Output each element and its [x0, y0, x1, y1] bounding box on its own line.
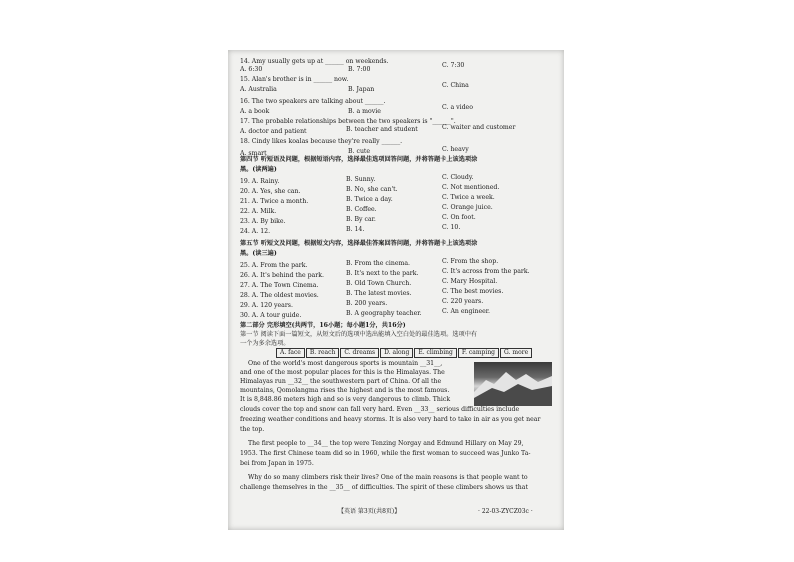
- page-footer-left: 【英语 第3页(共8页)】: [338, 508, 401, 515]
- question-21-a: 21. A. Twice a month.: [240, 198, 309, 205]
- question-25-c: C. From the shop.: [442, 258, 499, 265]
- word-option: A. face: [276, 348, 305, 358]
- option-17-c: C. waiter and customer: [442, 124, 516, 131]
- passage-line: The first people to __34__ the top were Tenzing Norgay and Edmund Hillary on May 29,: [248, 440, 524, 447]
- question-21-b: B. Twice a day.: [346, 196, 393, 203]
- word-option: F. camping: [458, 348, 499, 358]
- question-16: 16. The two speakers are talking about ______.: [240, 98, 386, 105]
- passage-line: the top.: [240, 426, 265, 433]
- question-15: 15. Alan's brother is in ______ now.: [240, 76, 349, 83]
- question-22-b: B. Coffee.: [346, 206, 377, 213]
- word-option: B. reach: [306, 348, 339, 358]
- mountain-photo: [474, 362, 552, 406]
- question-28-c: C. The best movies.: [442, 288, 504, 295]
- option-18-b: B. cute: [348, 148, 371, 155]
- question-26-b: B. It's next to the park.: [346, 270, 419, 277]
- option-14-b: B. 7:00: [348, 66, 371, 73]
- question-30-c: C. An engineer.: [442, 308, 491, 315]
- part-2-title: 第二部分 完形填空(共两节，16小题；每小题1分，共16分): [240, 322, 406, 329]
- question-29-c: C. 220 years.: [442, 298, 484, 305]
- question-27-b: B. Old Town Church.: [346, 280, 412, 287]
- question-30-a: 30. A. A tour guide.: [240, 312, 302, 319]
- option-15-c: C. China: [442, 82, 469, 89]
- section-4-title-cont: 黑。(读两遍): [240, 166, 277, 173]
- passage-line: Why do so many climbers risk their lives? One of the main reasons is that people want to: [248, 474, 528, 481]
- option-16-c: C. a video: [442, 104, 473, 111]
- option-15-a: A. Australia: [240, 86, 277, 93]
- passage-line: and one of the most popular places for this is the Himalayas. The: [240, 369, 445, 376]
- passage-line: It is 8,848.86 meters high and so is very dangerous to climb. Thick: [240, 396, 451, 403]
- word-options-box: [276, 348, 533, 358]
- question-29-b: B. 200 years.: [346, 300, 388, 307]
- option-17-b: B. teacher and student: [346, 126, 418, 133]
- section-5-title-cont: 黑。(读三遍): [240, 250, 277, 257]
- question-26-c: C. It's across from the park.: [442, 268, 530, 275]
- option-16-a: A. a book: [240, 108, 270, 115]
- question-24-b: B. 14.: [346, 226, 365, 233]
- question-22-a: 22. A. Milk.: [240, 208, 277, 215]
- option-14-a: A. 6:30: [240, 66, 263, 73]
- question-28-a: 28. A. The oldest movies.: [240, 292, 319, 299]
- question-24-c: C. 10.: [442, 224, 461, 231]
- question-25-b: B. From the cinema.: [346, 260, 411, 267]
- option-17-a: A. doctor and patient: [240, 128, 307, 135]
- question-29-a: 29. A. 120 years.: [240, 302, 293, 309]
- section-5-title: 第五节 听短文及问题，根据短文内容，选择最佳答案回答问题，并将答题卡上该选项涂: [240, 240, 478, 247]
- passage-line: mountains, Qomolangma rises the highest and is the most famous.: [240, 387, 450, 394]
- section-4-title: 第四节 听短语及问题，根据短语内容，选择最佳选项回答问题，并将答题卡上该选项涂: [240, 156, 478, 163]
- passage-line: challenge themselves in the __35__ of difficulties. The spirit of these climbers shows us that: [240, 484, 528, 491]
- exam-page: [228, 50, 564, 530]
- word-option: D. along: [380, 348, 413, 358]
- question-19-b: B. Sunny.: [346, 176, 376, 183]
- question-17: 17. The probable relationships between the two speakers is "______".: [240, 118, 456, 125]
- passage-line: bei from Japan in 1975.: [240, 460, 314, 467]
- option-16-b: B. a movie: [348, 108, 381, 115]
- passage-line: Himalayas run __32__ the southwestern part of China. Of all the: [240, 378, 442, 385]
- question-20-c: C. Not mentioned.: [442, 184, 500, 191]
- part-2-instruction-cont: 一个为多余选项。: [240, 340, 290, 347]
- option-18-c: C. heavy: [442, 146, 469, 153]
- question-23-c: C. On foot.: [442, 214, 476, 221]
- question-19-a: 19. A. Rainy.: [240, 178, 280, 185]
- question-27-c: C. Mary Hospital.: [442, 278, 498, 285]
- word-option: E. climbing: [414, 348, 457, 358]
- question-20-a: 20. A. Yes, she can.: [240, 188, 301, 195]
- question-27-a: 27. A. The Town Cinema.: [240, 282, 319, 289]
- question-30-b: B. A geography teacher.: [346, 310, 422, 317]
- question-25-a: 25. A. From the park.: [240, 262, 308, 269]
- question-18: 18. Cindy likes koalas because they're really ______.: [240, 138, 403, 145]
- passage-line: One of the world's most dangerous sports is mountain __31__,: [248, 360, 443, 367]
- option-15-b: B. Japan: [348, 86, 375, 93]
- word-option: G. more: [500, 348, 532, 358]
- passage-line: 1953. The first Chinese team did so in 1960, while the first woman to succeed was Junko Ta-: [240, 450, 531, 457]
- question-21-c: C. Twice a week.: [442, 194, 495, 201]
- question-19-c: C. Cloudy.: [442, 174, 474, 181]
- question-26-a: 26. A. It's behind the park.: [240, 272, 324, 279]
- option-18-a: A. smart: [240, 150, 267, 157]
- passage-line: freezing weather conditions and heavy storms. It is also very hard to take in air as you get near: [240, 416, 541, 423]
- question-14: 14. Amy usually gets up at ______ on weekends.: [240, 58, 389, 65]
- question-23-a: 23. A. By bike.: [240, 218, 286, 225]
- part-2-instruction: 第一节 阅读下面一篇短文，从短文后的选项中选出能填入空白处的最佳选项。选项中有: [240, 331, 478, 338]
- question-24-a: 24. A. 12.: [240, 228, 271, 235]
- question-23-b: B. By car.: [346, 216, 376, 223]
- passage-line: clouds cover the top and snow can fall very hard. Even __33__ serious difficulties include: [240, 406, 520, 413]
- option-14-c: C. 7:30: [442, 62, 465, 69]
- page-footer-right: · 22-03-ZYCZ03c ·: [478, 508, 533, 515]
- word-option: C. dreams: [340, 348, 379, 358]
- question-20-b: B. No, she can't.: [346, 186, 398, 193]
- question-28-b: B. The latest movies.: [346, 290, 412, 297]
- question-22-c: C. Orange juice.: [442, 204, 493, 211]
